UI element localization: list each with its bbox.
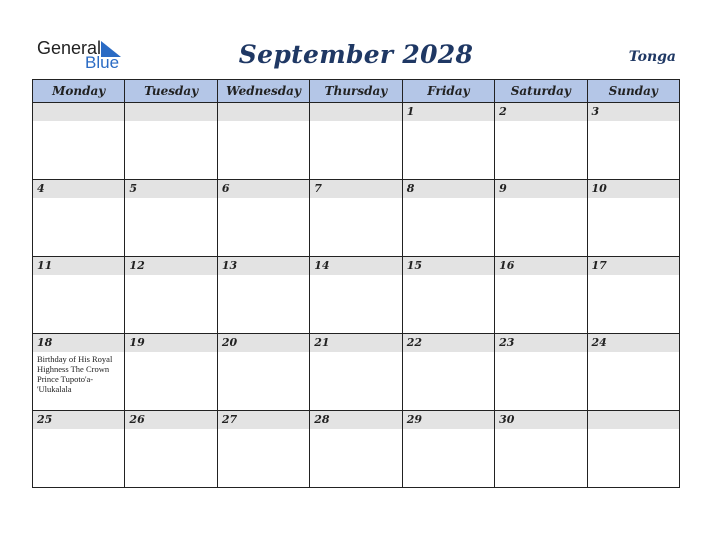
day-cell — [33, 257, 125, 334]
calendar-grid — [32, 79, 680, 488]
day-cell — [587, 257, 679, 334]
day-number: 24 — [588, 334, 679, 352]
day-number: 8 — [403, 180, 494, 198]
weekday-header: Sunday — [587, 80, 679, 103]
day-cell — [310, 103, 402, 180]
day-number: 14 — [310, 257, 401, 275]
weekday-header: Tuesday — [125, 80, 217, 103]
day-number: 28 — [310, 411, 401, 429]
day-number: 25 — [33, 411, 124, 429]
day-number — [33, 103, 124, 121]
page-title: September 2028 — [238, 40, 474, 69]
week-row — [33, 103, 680, 180]
day-cell — [495, 180, 587, 257]
day-cell — [33, 334, 125, 411]
weekday-header: Wednesday — [217, 80, 309, 103]
day-number: 23 — [495, 334, 586, 352]
day-number — [218, 103, 309, 121]
weekday-header-row — [33, 80, 680, 103]
day-cell — [33, 103, 125, 180]
day-number: 20 — [218, 334, 309, 352]
day-cell — [217, 334, 309, 411]
day-cell — [495, 334, 587, 411]
day-number: 1 — [403, 103, 494, 121]
day-number: 17 — [588, 257, 679, 275]
day-number: 7 — [310, 180, 401, 198]
day-number: 6 — [218, 180, 309, 198]
day-cell — [217, 103, 309, 180]
day-number: 29 — [403, 411, 494, 429]
logo-text-blue: Blue — [85, 53, 120, 72]
day-number: 5 — [125, 180, 216, 198]
day-number: 4 — [33, 180, 124, 198]
weekday-header: Thursday — [310, 80, 402, 103]
day-number: 30 — [495, 411, 586, 429]
holiday-event: Birthday of His Royal Highness The Crown Prince Tupoto'a-'Ulukalala — [37, 354, 113, 394]
day-number: 22 — [403, 334, 494, 352]
day-cell — [217, 411, 309, 488]
day-cell — [587, 180, 679, 257]
day-number: 2 — [495, 103, 586, 121]
day-cell — [125, 103, 217, 180]
day-cell — [495, 103, 587, 180]
weekday-header: Saturday — [495, 80, 587, 103]
day-cell — [402, 411, 494, 488]
day-cell — [402, 257, 494, 334]
day-number: 27 — [218, 411, 309, 429]
day-cell — [310, 411, 402, 488]
day-cell — [495, 257, 587, 334]
logo-text-general: General — [37, 38, 102, 58]
day-cell — [125, 180, 217, 257]
day-number: 18 — [33, 334, 124, 352]
day-cell — [310, 257, 402, 334]
week-row — [33, 180, 680, 257]
day-cell — [495, 411, 587, 488]
day-cell — [217, 180, 309, 257]
day-cell — [587, 334, 679, 411]
country-label: Tonga — [628, 49, 676, 65]
weekday-header: Monday — [33, 80, 125, 103]
day-number: 15 — [403, 257, 494, 275]
day-number: 13 — [218, 257, 309, 275]
week-row — [33, 411, 680, 488]
day-number: 9 — [495, 180, 586, 198]
day-number: 3 — [588, 103, 679, 121]
weekday-header: Friday — [402, 80, 494, 103]
day-cell — [402, 180, 494, 257]
day-cell — [402, 334, 494, 411]
day-number: 12 — [125, 257, 216, 275]
day-number: 11 — [33, 257, 124, 275]
day-number — [588, 411, 679, 429]
day-cell — [310, 334, 402, 411]
day-number: 26 — [125, 411, 216, 429]
day-number — [125, 103, 216, 121]
day-number: 10 — [588, 180, 679, 198]
day-cell — [402, 103, 494, 180]
day-cell — [33, 411, 125, 488]
day-cell — [125, 334, 217, 411]
day-cell — [587, 411, 679, 488]
day-cell — [125, 257, 217, 334]
day-cell — [125, 411, 217, 488]
day-cell — [310, 180, 402, 257]
day-cell — [33, 180, 125, 257]
day-number: 21 — [310, 334, 401, 352]
day-number: 19 — [125, 334, 216, 352]
day-cell — [587, 103, 679, 180]
week-row — [33, 334, 680, 411]
day-cell — [217, 257, 309, 334]
day-number: 16 — [495, 257, 586, 275]
day-number — [310, 103, 401, 121]
week-row — [33, 257, 680, 334]
